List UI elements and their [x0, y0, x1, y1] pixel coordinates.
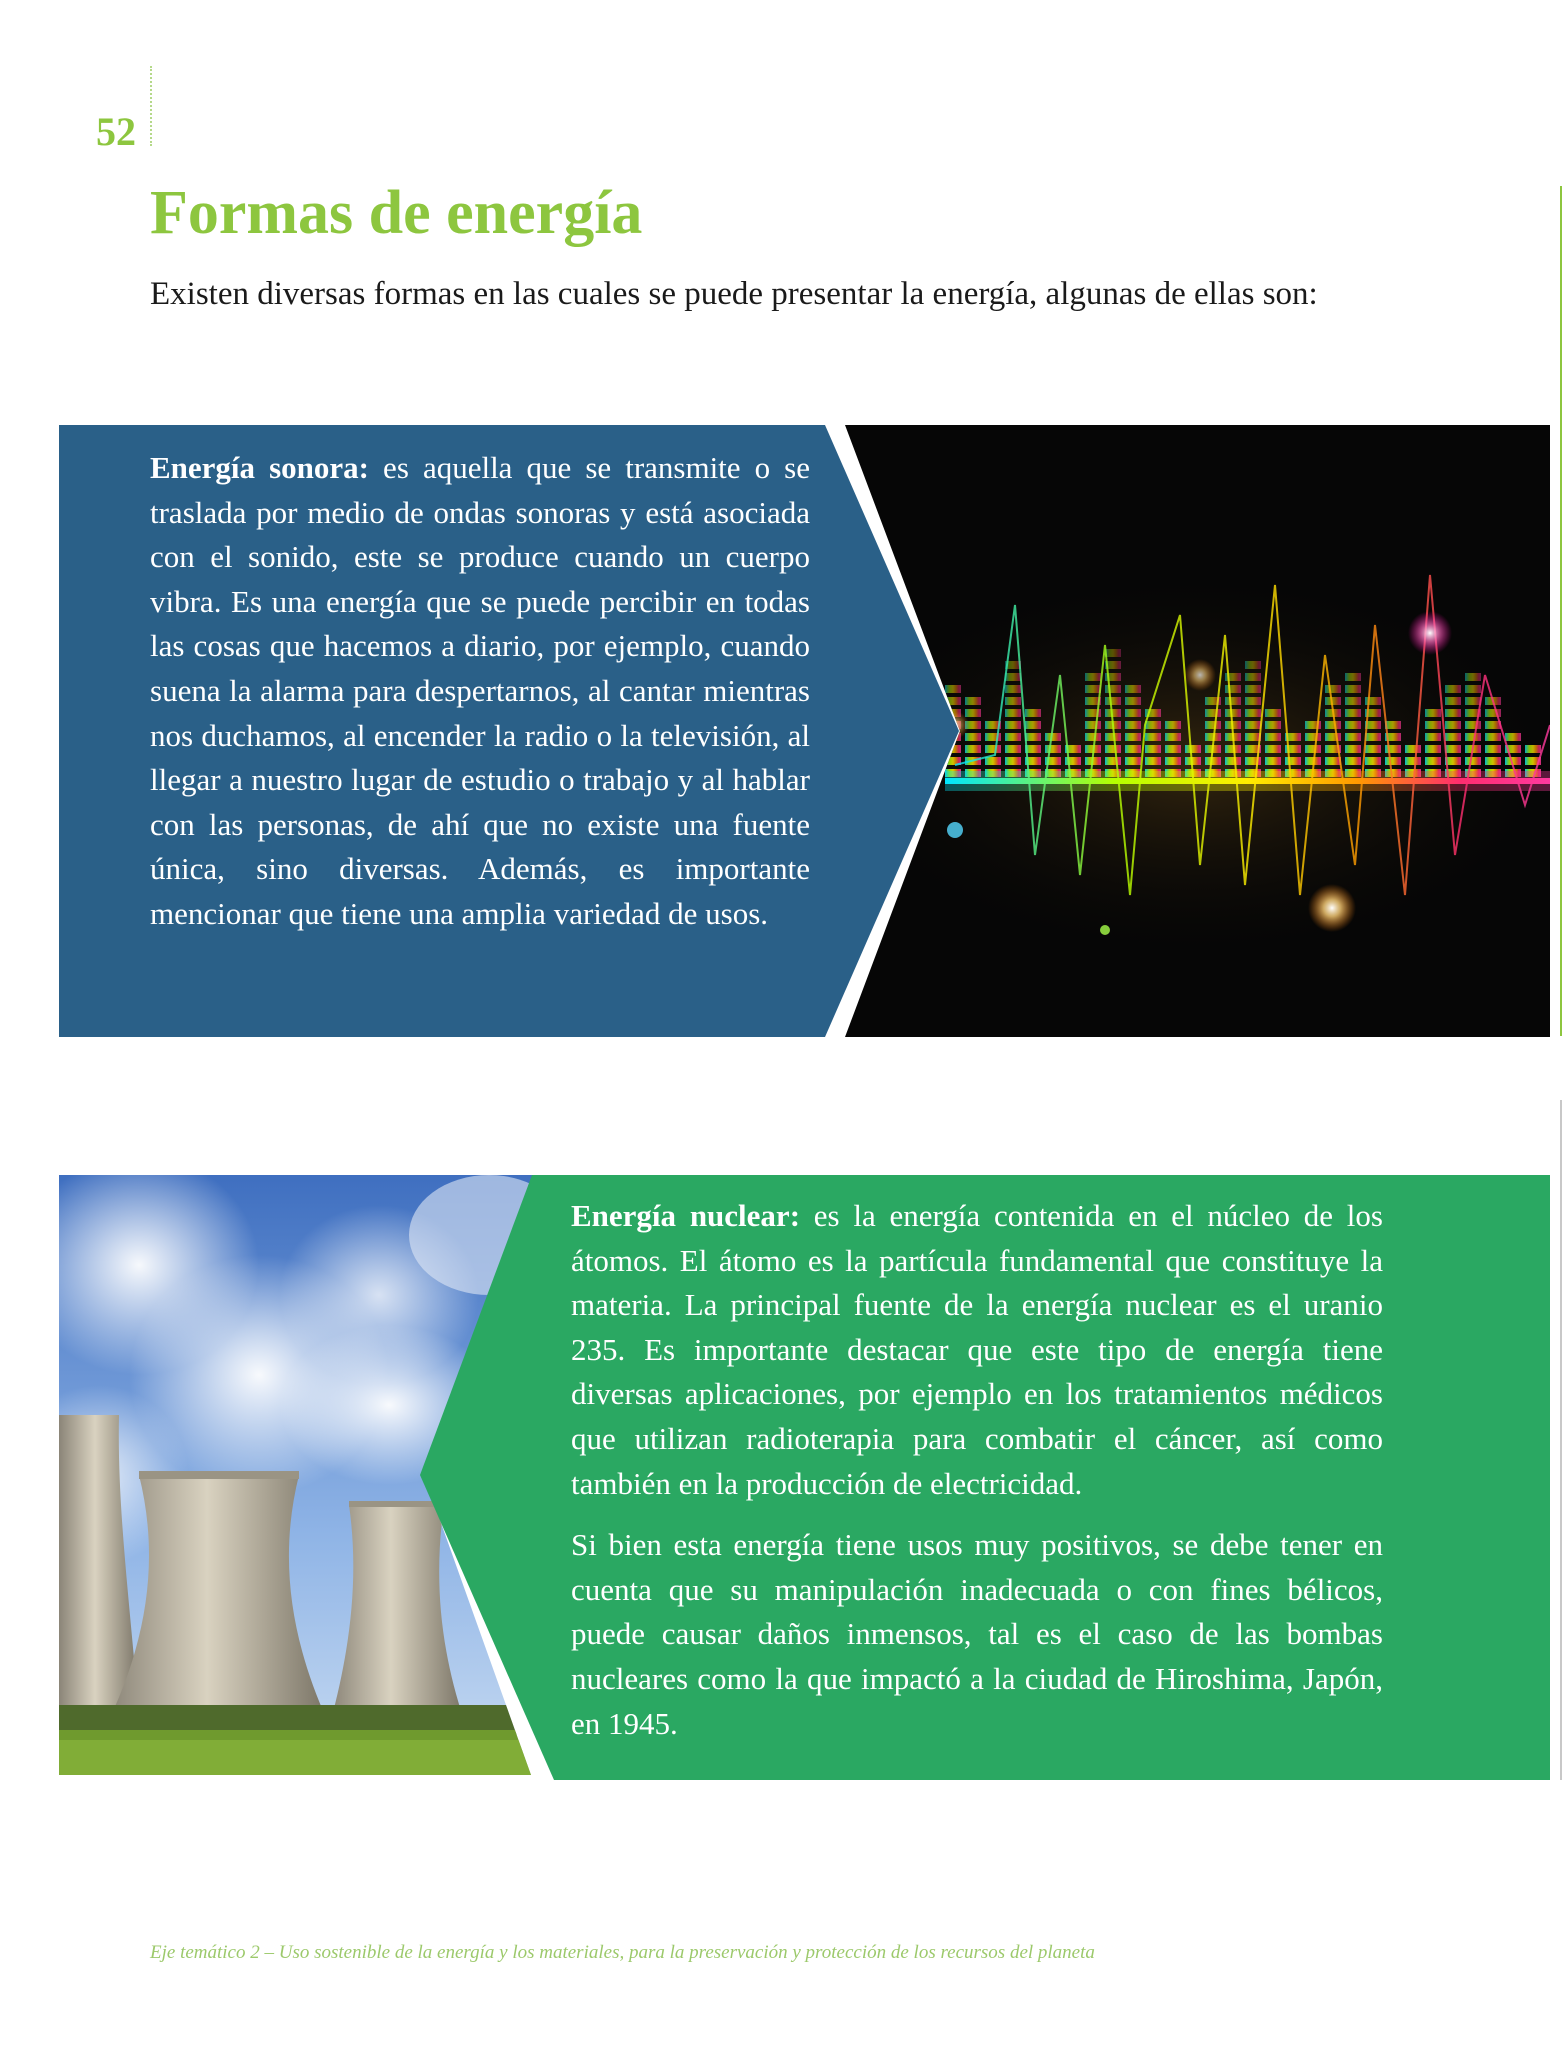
equalizer-segment: [1165, 745, 1181, 753]
equalizer-segment: [985, 757, 1001, 765]
equalizer-segment: [1465, 733, 1481, 741]
equalizer-segment: [1225, 709, 1241, 717]
equalizer-segment: [1005, 709, 1021, 717]
equalizer-segment: [1125, 685, 1141, 693]
equalizer-segment: [1465, 685, 1481, 693]
equalizer-segment: [1225, 757, 1241, 765]
equalizer-segment: [1265, 733, 1281, 741]
nuclear-text-block: [571, 1194, 1383, 1763]
equalizer-segment: [1445, 745, 1461, 753]
equalizer-segment: [1345, 733, 1361, 741]
equalizer-segment: [1465, 721, 1481, 729]
equalizer-segment: [1445, 697, 1461, 705]
equalizer-segment: [1485, 733, 1501, 741]
equalizer-segment: [1125, 757, 1141, 765]
equalizer-segment: [1005, 721, 1021, 729]
equalizer-segment: [1445, 685, 1461, 693]
sonora-term: Energía sonora:: [150, 450, 369, 485]
equalizer-segment: [1205, 709, 1221, 717]
equalizer-segment: [1205, 757, 1221, 765]
equalizer-segment: [1245, 709, 1261, 717]
equalizer-segment: [1325, 757, 1341, 765]
equalizer-segment: [1125, 721, 1141, 729]
equalizer-segment: [1365, 733, 1381, 741]
equalizer-segment: [1045, 745, 1061, 753]
equalizer-segment: [1025, 721, 1041, 729]
page-number: 52: [96, 109, 136, 154]
equalizer-segment: [1025, 733, 1041, 741]
equalizer-segment: [1365, 757, 1381, 765]
equalizer-segment: [1485, 757, 1501, 765]
equalizer-segment: [1125, 745, 1141, 753]
equalizer-segment: [1445, 709, 1461, 717]
equalizer-segment: [1345, 685, 1361, 693]
equalizer-segment: [1225, 685, 1241, 693]
equalizer-segment: [1005, 673, 1021, 681]
equalizer-segment: [1425, 757, 1441, 765]
equalizer-segment: [1425, 745, 1441, 753]
equalizer-segment: [1485, 745, 1501, 753]
equalizer-segment: [1445, 721, 1461, 729]
equalizer-segment: [1505, 733, 1521, 741]
equalizer-segment: [1285, 757, 1301, 765]
equalizer-segment: [1185, 757, 1201, 765]
equalizer-segment: [1405, 757, 1421, 765]
equalizer-segment: [1185, 745, 1201, 753]
equalizer-segment: [1085, 685, 1101, 693]
equalizer-segment: [1385, 757, 1401, 765]
equalizer-segment: [1105, 697, 1121, 705]
equalizer-segment: [1325, 721, 1341, 729]
equalizer-segment: [1245, 697, 1261, 705]
equalizer-segment: [1325, 685, 1341, 693]
equalizer-segment: [1225, 697, 1241, 705]
equalizer-segment: [1345, 745, 1361, 753]
equalizer-segment: [1425, 709, 1441, 717]
equalizer-segment: [965, 745, 981, 753]
equalizer-segment: [1325, 697, 1341, 705]
equalizer-segment: [1165, 733, 1181, 741]
equalizer-segment: [1365, 697, 1381, 705]
equalizer-segment: [1345, 757, 1361, 765]
nuclear-paragraph-2: Si bien esta energía tiene usos muy positivos, se debe tener en cuenta que su manipulación inadecuada o con fines bélicos, puede causar daños inmensos, tal es el caso de las bombas nucleares como la que impactó a la ciudad de Hiroshima, Japón, en 1945.: [571, 1527, 1383, 1741]
equalizer-segment: [1145, 721, 1161, 729]
equalizer-segment: [1005, 733, 1021, 741]
equalizer-segment: [1465, 757, 1481, 765]
equalizer-segment: [1305, 745, 1321, 753]
equalizer-segment: [1145, 733, 1161, 741]
equalizer-segment: [1125, 697, 1141, 705]
equalizer-segment: [1005, 685, 1021, 693]
equalizer-segment: [1025, 709, 1041, 717]
equalizer-segment: [1245, 685, 1261, 693]
equalizer-segment: [1345, 673, 1361, 681]
equalizer-segment: [1265, 745, 1281, 753]
equalizer-segment: [1005, 697, 1021, 705]
equalizer-segment: [1205, 721, 1221, 729]
equalizer-segment: [965, 709, 981, 717]
equalizer-segment: [945, 697, 961, 705]
equalizer-segment: [1045, 733, 1061, 741]
equalizer-segment: [1345, 697, 1361, 705]
equalizer-segment: [1105, 685, 1121, 693]
equalizer-segment: [1425, 721, 1441, 729]
equalizer-segment: [1085, 733, 1101, 741]
sonora-paragraph: [150, 446, 810, 937]
equalizer-segment: [1245, 721, 1261, 729]
equalizer-segment: [1265, 757, 1281, 765]
sonora-body: es aquella que se transmite o se traslada por medio de ondas sonoras y está asociada con el sonido, este se produce cuando un cuerpo vibra. Es una energía que se puede percibir en todas las cosas que hacemos a diario, por ejemplo, cuando suena la alarma para despertarnos, al cantar mientras nos duchamos, al encender la radio o la televisión, al llegar a nuestro lugar de estudio o trabajo y al hablar con las personas, de ahí que no existe una fuente única, sino diversas. Además, es importante mencionar que tiene una amplia variedad de usos.: [150, 450, 810, 931]
equalizer-segment: [1385, 745, 1401, 753]
equalizer-segment: [1105, 649, 1121, 657]
equalizer-segment: [1345, 721, 1361, 729]
equalizer-segment: [1085, 721, 1101, 729]
equalizer-segment: [1265, 709, 1281, 717]
equalizer-segment: [1345, 709, 1361, 717]
equalizer-segment: [965, 697, 981, 705]
equalizer-segment: [1005, 757, 1021, 765]
footer-text: Eje temático 2 – Uso sostenible de la energía y los materiales, para la preservación y protección de los recursos del planeta: [150, 1942, 1095, 1963]
equalizer-segment: [1245, 661, 1261, 669]
page-number-rule: [150, 66, 152, 146]
equalizer-segment: [1265, 721, 1281, 729]
equalizer-segment: [1325, 733, 1341, 741]
equalizer-segment: [1105, 757, 1121, 765]
equalizer-segment: [1165, 721, 1181, 729]
equalizer-segment: [1305, 733, 1321, 741]
nuclear-paragraph-1: [571, 1194, 1383, 1506]
equalizer-segment: [965, 733, 981, 741]
nuclear-body-1: es la energía contenida en el núcleo de los átomos. El átomo es la partícula fundamental que constituye la materia. La principal fuente de la energía nuclear es el uranio 235. Es importante destacar que este tipo de energía tiene diversas aplicaciones, por ejemplo en los tratamientos médicos que utilizan radioterapia para combatir el cáncer, así como también en la producción de electricidad.: [571, 1198, 1383, 1501]
equalizer-segment: [1165, 757, 1181, 765]
page-edge-bar-lower: [1560, 1100, 1562, 1780]
equalizer-segment: [1405, 745, 1421, 753]
nuclear-term: Energía nuclear:: [571, 1198, 801, 1233]
equalizer-segment: [1085, 673, 1101, 681]
equalizer-segment: [1465, 673, 1481, 681]
equalizer-segment: [1005, 745, 1021, 753]
equalizer-segment: [1445, 733, 1461, 741]
intro-paragraph: Existen diversas formas en las cuales se puede presentar la energía, algunas de ellas son:: [150, 276, 1318, 312]
page-edge-bar: [1560, 186, 1562, 1036]
equalizer-segment: [1105, 745, 1121, 753]
equalizer-segment: [1125, 709, 1141, 717]
page-title: Formas de energía: [150, 179, 643, 247]
equalizer-segment: [1365, 745, 1381, 753]
equalizer-segment: [1145, 745, 1161, 753]
equalizer-segment: [1525, 745, 1541, 753]
equalizer-segment: [1125, 733, 1141, 741]
equalizer-segment: [1465, 697, 1481, 705]
equalizer-segment: [1425, 733, 1441, 741]
equalizer-segment: [985, 745, 1001, 753]
equalizer-segment: [1145, 757, 1161, 765]
equalizer-segment: [1245, 673, 1261, 681]
equalizer-segment: [945, 685, 961, 693]
